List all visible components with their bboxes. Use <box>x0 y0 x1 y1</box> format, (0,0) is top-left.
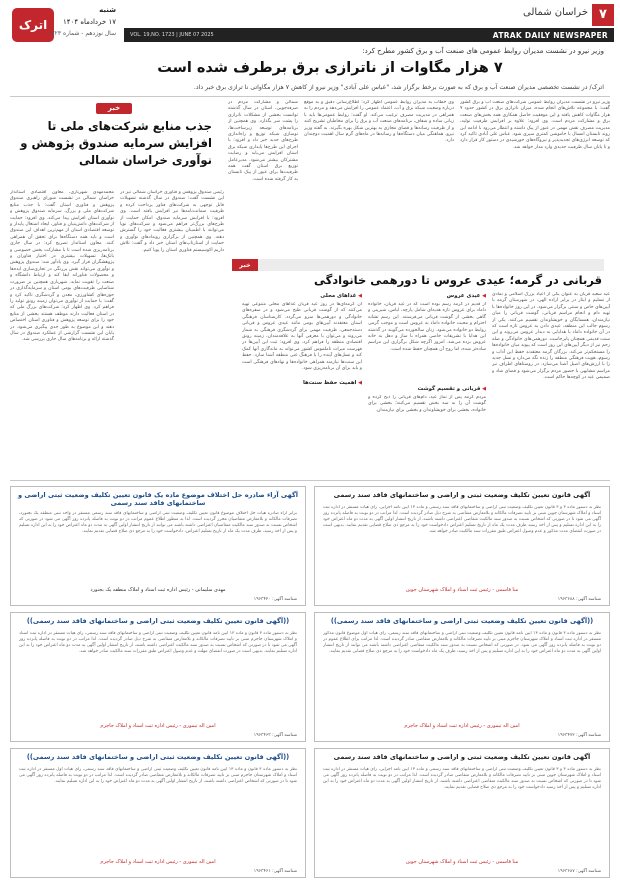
mid-feature-column-2a: از قدیم در گرمه رسم بوده است که در عید قربان، خانواده داماد برای عروس تازه هدیه‌ای شامل پارچه، لباس، شیرینی و گاهی بخشی از گوشت قربانی می‌فرستند. این رسم نشانه احترام و محبت خانواده داماد به عروس است و موجب گرمی روابط دو خانواده می‌شود. زنان سالخورده می‌گویند در گذشته این هدایا با تشریفات خاصی همراه با ساز و دهل به خانه عروس برده می‌شد. امروز اگرچه شکل برگزاری این مراسم ساده‌تر شده، اما روح آن همچنان حفظ شده است. <box>368 302 486 352</box>
logo-box <box>6 4 118 60</box>
volume-line: VOL. 19,NO. 1723 | JUNE 07 2025 <box>130 32 214 38</box>
issue-number: سال نوزدهم - شماره ۱۷۲۳ <box>48 30 116 37</box>
legal-ad-4 <box>10 612 306 742</box>
ad-id: شناسه آگهی: ۱۹۶۳۶۸۸ <box>557 597 601 602</box>
top-story-lead: اترک/ در نشست تخصصی مدیران صنعت آب و برق که به صورت برخط برگزار شد، "عباس علی آبادی" وزیر نیرو از کاهش ۷ هزار مگاواتی نا ترازی برق خبر داد. <box>193 84 604 91</box>
legal-ad-3 <box>314 612 610 742</box>
left-feature-body-col-2: رئیس صندوق پژوهش و فناوری خراسان شمالی نیز در این نشست گفت: صندوق در سال گذشته تسهیلات قابل توجهی به شرکت‌های فناور پرداخت کرده و ظرفیت ضمانت‌نامه‌ها نیز افزایش یافته است. وی افزود: با افزایش سرمایه صندوق، امکان حمایت از طرح‌های بزرگ‌تر فراهم می‌شود و شرکت‌های نوپا می‌توانند با اطمینان بیشتری فعالیت خود را گسترش دهند. وی همچنین از برگزاری رویدادهای نوآوری و حمایت از استارتاپ‌های استان خبر داد و گفت: تلاش داریم اکوسیستم فناوری استان را پویا کنیم. <box>120 190 224 253</box>
legal-ad-6 <box>10 748 306 878</box>
legal-ad-1 <box>314 486 610 606</box>
mid-feature-subhead-2: ◀ قربانی و تقسیم گوشت <box>368 386 486 392</box>
top-story-headline: ۷ هزار مگاوات از ناترازی برق برطرف شده است <box>157 60 503 76</box>
ad-signature: منا قاسمی - رئیس ثبت اسناد و املاک شهرستان جوین <box>405 859 519 865</box>
mid-feature-subhead-3: ◀ غذاهای محلی <box>242 293 362 299</box>
ad-signature: امین اله تیموری - رئیس اداره ثبت اسناد و املاک جاجرم <box>100 859 216 865</box>
mid-feature-column-2b: مردم گرمه پس از نماز عید، دام‌های قربانی را ذبح کرده و گوشت آن را به سه بخش تقسیم می‌کنند؛ بخشی برای خانواده، بخشی برای خویشاوندان و بخشی برای نیازمندان. <box>368 395 486 413</box>
ad-signature: منا قاسمی - رئیس ثبت اسناد و املاک شهرستان جوین <box>405 587 519 593</box>
divider <box>10 96 610 97</box>
left-feature-title: جذب منابع شرکت‌های ملی تا افزایش سرمایه صندوق پژوهش و نوآوری خراسان شمالی <box>20 119 212 167</box>
ad-title: آگهی قانون تعیین تکلیف وضعیت ثبتی و اراضی و ساختمانهای فاقد سند رسمی <box>333 491 591 499</box>
ad-body: برابر آراء صادره هیات حل اختلاف موضوع قانون تعیین تکلیف وضعیت ثبتی اراضی و ساختمانهای فاقد سند رسمی مستقر در واحد ثبتی منطقه یک بجنورد، تصرفات مالکانه و بلامعارض متقاضیان محرز گردیده است. لذا به منظور اطلاع عموم مراتب در دو نوبت به فاصله پانزده روز آگهی می شود در صورتی که اشخاص نسبت به صدور سند مالکیت متقاضیان اعتراضی داشته باشند می توانند از تاریخ انتشار اولین آگهی به مدت دو ماه اعتراض خود را به این اداره تسلیم و پس از اخذ رسید، ظرف مدت یک ماه از تاریخ تسلیم اعتراض، دادخواست خود را به مرجع ذی صلاح قضایی تقدیم نمایند. <box>19 511 297 534</box>
ad-body: نظر به دستور ماده ۳ و ۳ قانون تعیین تکلیف وضعیت ثبتی اراضی و ساختمانهای فاقد سند رسمی و ماده ۱۳ آیین نامه اجرایی، رای هیات مستقر در اداره ثبت اسناد و املاک شهرستان جوین مبنی بر تایید تصرفات مالکانه و بلامعارض متقاضی به شرح ذیل صادر گردیده است. لذا مراتب در دو نوبت به فاصله پانزده روز آگهی می شود تا در صورتی که اشخاص نسبت به صدور سند مالکیت متقاضی اعتراضی داشته باشند، از تاریخ انتشار اولین آگهی به مدت دو ماه اعتراض خود را به این اداره تسلیم و پس از اخذ رسید ظرف مدت یک ماه از تاریخ تسلیم اعتراض دادخواست خود را به مرجع ذی صلاح قضایی تقدیم نمایند. بدیهی است در صورت انقضای مدت مذکور و عدم وصول اعتراض طبق مقررات سند مالکیت صادر خواهد شد. <box>323 505 601 534</box>
top-story-column-2: وی خطاب به مدیران روابط عمومی اظهار کرد: اطلاع‌رسانی دقیق و به موقع درباره وضعیت شبکه برق و آب، اعتماد عمومی را افزایش می‌دهد و مردم را به همراهی در مدیریت مصرف ترغیب می‌کند. او گفت: روابط عمومی‌ها باید با زبانی ساده و شفاف، برنامه‌های صنعت آب و برق را برای مخاطبان تشریح کنند و از ظرفیت رسانه‌ها و فضای مجازی به بهترین شکل بهره بگیرند. به گفته وزیر نیرو، هماهنگی میان دستگاه‌ها و رسانه‌ها در ماه‌های گرم سال اهمیت دوچندان دارد. <box>304 100 454 144</box>
ad-id: شناسه آگهی: ۱۹۶۳۶۸۷ <box>557 869 601 874</box>
legal-ad-5 <box>314 748 610 878</box>
mid-feature-column-3: آن گرمه‌ای‌ها در روز عید قربان غذاهای محلی متنوعی تهیه می‌کنند که از گوشت قربانی طبخ می‌شود و در سفره‌های خانوادگی و دورهمی‌ها سرو می‌گردد. کارشناسان فرهنگی استان معتقدند آیین‌های بومی مانند عیدی عروس و قربانی دسته‌جمعی، ظرفیت مهمی برای گردشگری فرهنگی به شمار می‌روند و می‌توان با معرفی آنها به علاقه‌مندان، زمینه رونق اقتصادی منطقه را فراهم کرد. وی افزود: ثبت این آیین‌ها در فهرست میراث ناملموس کشور می‌تواند به ماندگاری آنها کمک کند و نسل‌های آینده را با فرهنگ غنی منطقه آشنا سازد. حفظ این سنت‌ها نیازمند همراهی خانواده‌ها و نهادهای فرهنگی است و باید برای آن برنامه‌ریزی شود. <box>242 302 362 372</box>
page-number: ۷ <box>592 4 614 26</box>
top-story-column-3: شمالی و مشارکت مردم در صرفه‌جویی، استان در سال گذشته توانست بخشی از مشکلات ناترازی را پشت سر بگذارد. وی همچنین از برنامه‌های توسعه زیرساخت‌ها، نوسازی شبکه توزیع و راه‌اندازی طرح‌های جدید خبر داد و افزود: با اجرای این طرح‌ها پایداری شبکه برق استان افزایش می‌یابد و رضایت مشترکان بیشتر می‌شود. مدیرعامل توزیع برق استان گفت همه ظرفیت‌ها برای عبور از پیک تابستان به کار گرفته شده است. <box>228 100 298 182</box>
top-story-kicker: وزیر نیرو در نشست مدیران روابط عمومی های صنعت آب و برق کشور مطرح کرد: <box>362 47 604 55</box>
mid-feature-column-1: عید سعید قربان به عنوان یکی از اعیاد بزرگ اسلامی و نمادی از تسلیم و ایثار در برابر اراده الهی، در شهرستان گرمه با آیین‌های خاص و سنتی برگزار می‌شود. در این روز خانواده‌ها با تهیه دام و انجام مراسم قربانی، گوشت قربانی را میان نیازمندان، همسایگان و خویشاوندان تقسیم می‌کنند. یکی از رسوم جالب این منطقه، عیدی دادن به عروس تازه است که در آن خانواده داماد با هدایایی به دیدار عروس می‌روند و این سنت قدیمی همچنان پابرجاست. دورهمی‌های خانوادگی و صله رحم نیز از دیگر آیین‌های این روز است که پیوند میان خانواده‌ها را مستحکم‌تر می‌کند. بزرگان گرمه معتقدند حفظ این آداب و رسوم، هویت فرهنگی منطقه را زنده نگه می‌دارد و نسل جدید را با ارزش‌های اصیل آشنا می‌سازد. در روستاهای اطراف نیز مراسم مشابهی با حضور مردم برگزار می‌شود و فضای شاد و صمیمی عید در کوچه‌ها حاکم است. <box>492 292 610 381</box>
ad-id: شناسه آگهی: ۱۹۶۳۴۲۰ <box>253 597 297 602</box>
ad-signature: امین اله تیموری - رئیس اداره ثبت اسناد و املاک جاجرم <box>100 723 216 729</box>
ad-title: آگهی قانون تعیین تکلیف وضعیت ثبتی و اراضی و ساختمانهای فاقد سند رسمی <box>333 753 591 761</box>
ad-body: نظر به دستور ماده ۳ قانون و ماده ۱۳ آیین نامه قانون تعیین تکلیف وضعیت ثبتی اراضی و ساختمانهای فاقد سند رسمی، رای هیات اول موضوع قانون مذکور مستقر در اداره ثبت اسناد و املاک شهرستان جاجرم مبنی بر تایید تصرفات مالکانه و بلامعارض متقاضی صادر گردیده است. لذا مراتب برای اطلاع عموم در دو نوبت به فاصله پانزده روز آگهی می شود. در صورتی که اشخاص نسبت به صدور سند مالکیت متقاضی اعتراضی داشته باشند می توانند از تاریخ انتشار اولین آگهی به مدت دو ماه اعتراض خود را به این اداره تسلیم و پس از اخذ رسید، ظرف یک ماه دادخواست خود را به مرجع ذی صلاح قضایی تقدیم نمایند. <box>323 631 601 654</box>
mid-feature-subhead-4: ◀ اهمیت حفظ سنت‌ها <box>242 380 362 386</box>
issue-date: ۱۷ خردادماه ۱۴۰۴ <box>63 18 116 26</box>
mid-feature-subhead-1: ◀ عیدی عروس <box>368 293 486 299</box>
divider <box>10 480 610 481</box>
ad-id: شناسه آگهی: ۱۹۶۳۴۶۳ <box>253 733 297 738</box>
ad-body: نظر به دستور ماده ۳ قانون و ماده ۱۳ آیین نامه قانون تعیین تکلیف وضعیت ثبتی اراضی و ساختمانهای فاقد سند رسمی، رای هیات مستقر در اداره ثبت اسناد و املاک شهرستان جاجرم مبنی بر تایید تصرفات مالکانه و بلامعارض متقاضی به شرح ذیل صادر گردیده است. لذا مراتب در دو نوبت به فاصله پانزده روز آگهی می شود تا در صورتی که اشخاص نسبت به صدور سند مالکیت اعتراضی داشته باشند، از تاریخ انتشار اولین آگهی به مدت دو ماه اعتراض خود را به این اداره تسلیم نمایند. بدیهی است در صورت انقضای مهلت و عدم وصول اعتراض طبق مقررات سند مالکیت صادر خواهد شد. <box>19 631 297 654</box>
mid-feature-bar <box>232 259 604 271</box>
ad-title: آگهی آراء صادره حل اختلاف موضوع ماده یک قانون تعیین تکلیف وضعیت ثبتی اراضی و ساختمانهای فاقد سند رسمی <box>17 491 299 507</box>
ad-id: شناسه آگهی: ۱۹۶۳۴۶۱ <box>253 869 297 874</box>
newspaper-logo: اترک <box>12 8 54 42</box>
legal-ad-2 <box>10 486 306 606</box>
ad-title: ((آگهی قانون تعیین تکلیف وضعیت ثبتی اراضی و ساختمانهای فاقد سند رسمی)) <box>26 617 290 625</box>
section-name: خراسان شمالی <box>522 7 588 18</box>
left-feature-body-col-1: محمدمهدی شهریاری، معاون اقتصادی استاندار خراسان شمالی در نشست شورای راهبری صندوق پژوهش و فناوری استان گفت: با جذب منابع شرکت‌های ملی و بزرگ، سرمایه صندوق پژوهش و نوآوری استان افزایش پیدا می‌کند. وی افزود: حمایت از شرکت‌های دانش‌بنیان و فناور، ایجاد اشتغال پایدار و توسعه اقتصادی استان از مهم‌ترین اهداف این صندوق است و باید همه دستگاه‌ها برای تحقق آن همراهی کنند. معاون استاندار تصریح کرد: در سال جاری برنامه‌ریزی شده است تا با مشارکت بخش خصوصی و بانک‌ها، تسهیلات بیشتری در اختیار فناوران و پژوهشگران قرار گیرد. وی یادآور شد: صندوق پژوهش و نوآوری می‌تواند نقش پررنگی در تجاری‌سازی ایده‌ها و محصولات فناورانه ایفا کند و ارتباط دانشگاه و صنعت را تقویت نماید. شهریاری همچنین بر ضرورت شناسایی ظرفیت‌های بومی استان و سرمایه‌گذاری در حوزه‌های کشاورزی، معدن و گردشگری تاکید کرد و گفت: با حمایت از نوآوری می‌توان زمینه رونق تولید را فراهم کرد. وی اظهار کرد: شرکت‌های بزرگ ملی که در استان فعالیت دارند موظف هستند بخشی از منابع خود را برای توسعه پژوهش و فناوری استان اختصاص دهند و این موضوع به طور جدی پیگیری می‌شود. در پایان این نشست گزارشی از عملکرد صندوق در سال گذشته ارائه و برنامه‌های سال جاری بررسی شد. <box>10 190 114 343</box>
ad-body: نظر به دستور ماده ۳ قانون و ماده ۱۳ آیین نامه قانون تعیین تکلیف وضعیت ثبتی اراضی و ساختمانهای فاقد سند رسمی، رای هیات اول مستقر در اداره ثبت اسناد و املاک شهرستان جاجرم مبنی بر تایید تصرفات مالکانه و بلامعارض متقاضی صادر گردیده است. لذا مراتب در دو نوبت به فاصله پانزده روز آگهی می شود تا در صورتی که اشخاص اعتراضی داشته باشند، از تاریخ انتشار اولین آگهی به مدت دو ماه اعتراض خود را به این اداره تسلیم نمایند. <box>19 767 297 784</box>
masthead-bar <box>124 28 614 42</box>
mid-feature-badge: خبر <box>232 259 258 271</box>
ad-title: ((آگهی قانون تعیین تکلیف وضعیت ثبتی اراضی و ساختمانهای فاقد سند رسمی)) <box>330 617 594 625</box>
ad-id: شناسه آگهی: ۱۹۶۳۴۷۲ <box>557 733 601 738</box>
top-story-column-1: وزیر نیرو در نشست مدیران روابط عمومی شرکت‌های صنعت آب و برق کشور گفت: با مجموعه تلاش‌های انجام شده، میزان ناترازی برق در کشور حدود ۷ هزار مگاوات کاهش یافته و این موفقیت حاصل همکاری همه بخش‌های صنعت برق و مشارکت مردم است. وی افزود: علاوه بر افزایش ظرفیت تولید، مدیریت مصرف نقش مهمی در عبور از پیک داشته و انتظار می‌رود با ادامه این روند تابستان امسال با خاموشی کمتری سپری شود. عباس علی آبادی تاکید کرد که توسعه انرژی‌های تجدیدپذیر و نیروگاه‌های خورشیدی در دستور کار قرار دارد و تا پایان سال ظرفیت جدیدی وارد مدار خواهد شد. <box>460 100 610 150</box>
ad-body: نظر به دستور ماده ۳ و ۳ قانون تعیین تکلیف وضعیت ثبتی اراضی و ساختمانهای فاقد سند رسمی و ماده ۱۳ آیین نامه اجرایی، رای هیات مستقر در اداره ثبت اسناد و املاک شهرستان جوین مبنی بر تایید تصرفات مالکانه و بلامعارض متقاضی صادر گردیده است. لذا مراتب در دو نوبت به فاصله پانزده روز آگهی می شود تا در صورتی که اشخاص نسبت به صدور سند مالکیت متقاضی اعتراضی داشته باشند، از تاریخ انتشار اولین آگهی به مدت دو ماه اعتراض خود را به این اداره تسلیم و پس از اخذ رسید دادخواست خود را به مرجع ذی صلاح قضایی تقدیم نمایند. <box>323 767 601 790</box>
mid-feature-title: قربانی در گرمه؛ عیدی عروس تا دورهمی خانوادگی <box>313 273 602 287</box>
ad-title: ((آگهی قانون تعیین تکلیف وضعیت ثبتی اراضی و ساختمانهای فاقد سند رسمی)) <box>26 753 290 761</box>
ad-signature: امین اله تیموری - رئیس اداره ثبت اسناد و املاک جاجرم <box>404 723 520 729</box>
issue-weekday: شنبه <box>99 6 116 14</box>
ad-signature: مهدی سلیمانی - رئیس اداره ثبت اسناد و املاک منطقه یک بجنورد <box>90 587 226 593</box>
newspaper-name-en: ATRAK DAILY NEWSPAPER <box>492 30 608 40</box>
left-feature-badge: خبر <box>96 103 132 114</box>
